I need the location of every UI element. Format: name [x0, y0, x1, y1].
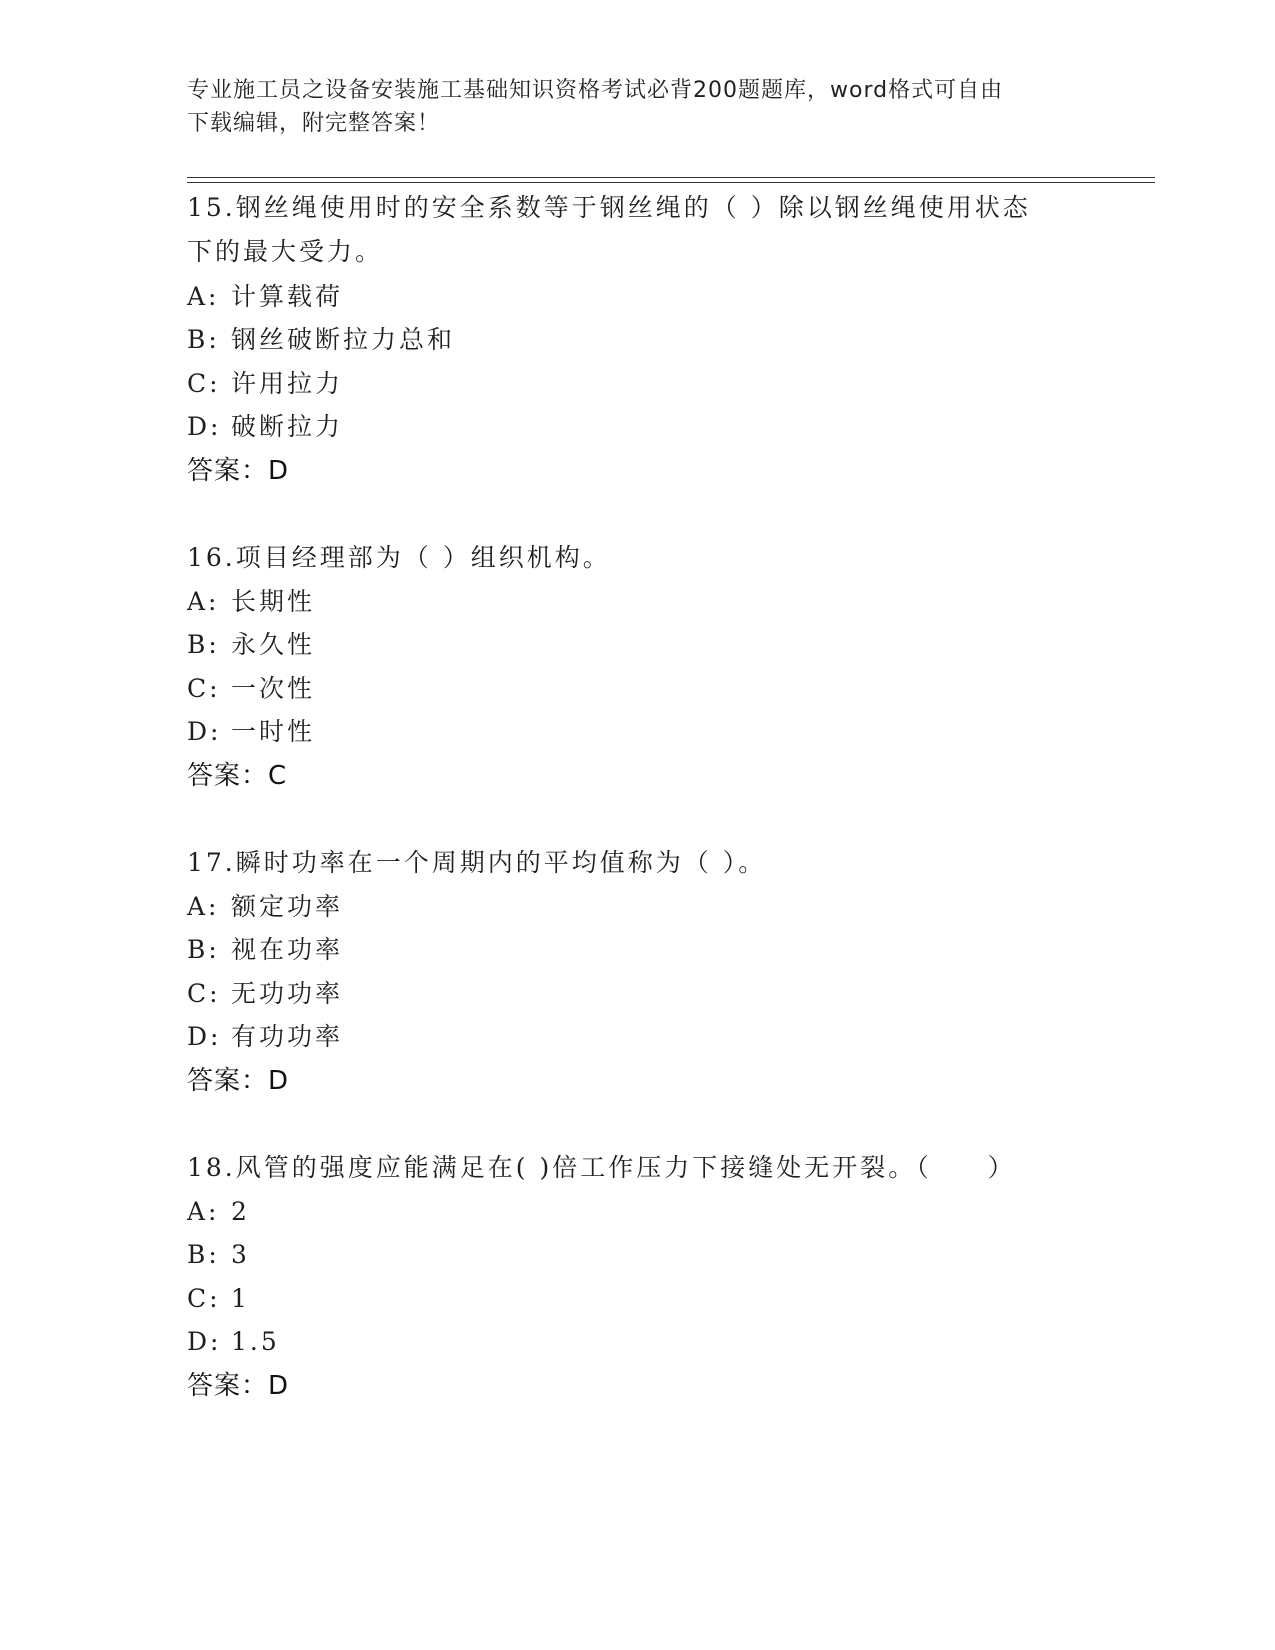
question-15-answer: 答案：D	[187, 456, 290, 486]
option-label: A:	[187, 1197, 220, 1226]
option-text: 有功功率	[231, 1022, 344, 1051]
question-18-option-d	[187, 1320, 280, 1364]
option-label: C:	[187, 979, 221, 1008]
question-15-option-a	[187, 275, 343, 319]
question-stem-line: 17.瞬时功率在一个周期内的平均值称为（ ）。	[187, 848, 767, 877]
question-17-option-a	[187, 885, 343, 929]
question-18-option-a	[187, 1190, 250, 1234]
option-text: 永久性	[231, 630, 316, 659]
header-line-1: 专业施工员之设备安装施工基础知识资格考试必背200题题库，word格式可自由	[187, 78, 1004, 103]
question-18-stem	[187, 1146, 1067, 1190]
question-16-option-b	[187, 623, 315, 667]
question-16-option-a	[187, 580, 315, 624]
question-18-answer: 答案：D	[187, 1371, 290, 1401]
option-text: 计算载荷	[231, 282, 344, 311]
option-label: B:	[187, 935, 220, 964]
option-label: A:	[187, 282, 220, 311]
option-label: C:	[187, 369, 221, 398]
option-label: B:	[187, 325, 220, 354]
option-label: B:	[187, 630, 220, 659]
question-stem-line: 15.钢丝绳使用时的安全系数等于钢丝绳的（ ）除以钢丝绳使用状态	[187, 193, 1031, 222]
option-text: 视在功率	[231, 935, 344, 964]
option-text: 1.5	[231, 1327, 280, 1356]
header-divider-bottom	[187, 182, 1155, 183]
question-18-option-b	[187, 1233, 250, 1277]
option-text: 额定功率	[231, 892, 344, 921]
option-text: 一时性	[231, 717, 316, 746]
header-line-2: 下载编辑，附完整答案！	[187, 111, 441, 136]
question-17-option-c	[187, 972, 343, 1016]
option-label: D:	[187, 412, 222, 441]
option-label: C:	[187, 1284, 221, 1313]
question-15-option-d	[187, 405, 343, 449]
option-label: A:	[187, 892, 220, 921]
option-label: A:	[187, 587, 220, 616]
option-text: 破断拉力	[231, 412, 344, 441]
question-17-stem	[187, 841, 1067, 885]
question-18-option-c	[187, 1277, 250, 1321]
question-16-option-c	[187, 667, 315, 711]
question-17-option-d	[187, 1015, 343, 1059]
question-17-answer: 答案：D	[187, 1066, 290, 1096]
option-text: 无功功率	[231, 979, 344, 1008]
option-label: B:	[187, 1240, 220, 1269]
option-label: D:	[187, 1022, 222, 1051]
option-text: 1	[231, 1284, 250, 1313]
question-stem-line: 下的最大受力。	[187, 237, 384, 266]
header-divider-top	[187, 177, 1155, 178]
option-label: C:	[187, 674, 221, 703]
option-text: 钢丝破断拉力总和	[231, 325, 456, 354]
option-text: 一次性	[231, 674, 316, 703]
option-text: 许用拉力	[231, 369, 344, 398]
option-text: 2	[231, 1197, 250, 1226]
question-16-answer: 答案：C	[187, 761, 288, 791]
question-15-stem	[187, 186, 1067, 274]
option-text: 长期性	[231, 587, 316, 616]
question-stem-line: 16.项目经理部为（ ）组织机构。	[187, 543, 611, 572]
question-stem-line: 18.风管的强度应能满足在( )倍工作压力下接缝处无开裂。（ ）	[187, 1153, 1016, 1182]
option-label: D:	[187, 717, 222, 746]
question-15-option-c	[187, 362, 343, 406]
question-16-option-d	[187, 710, 315, 754]
option-text: 3	[231, 1240, 250, 1269]
question-16-stem	[187, 536, 1067, 580]
question-17-option-b	[187, 928, 343, 972]
document-header	[187, 74, 1067, 140]
question-15-option-b	[187, 318, 455, 362]
option-label: D:	[187, 1327, 222, 1356]
